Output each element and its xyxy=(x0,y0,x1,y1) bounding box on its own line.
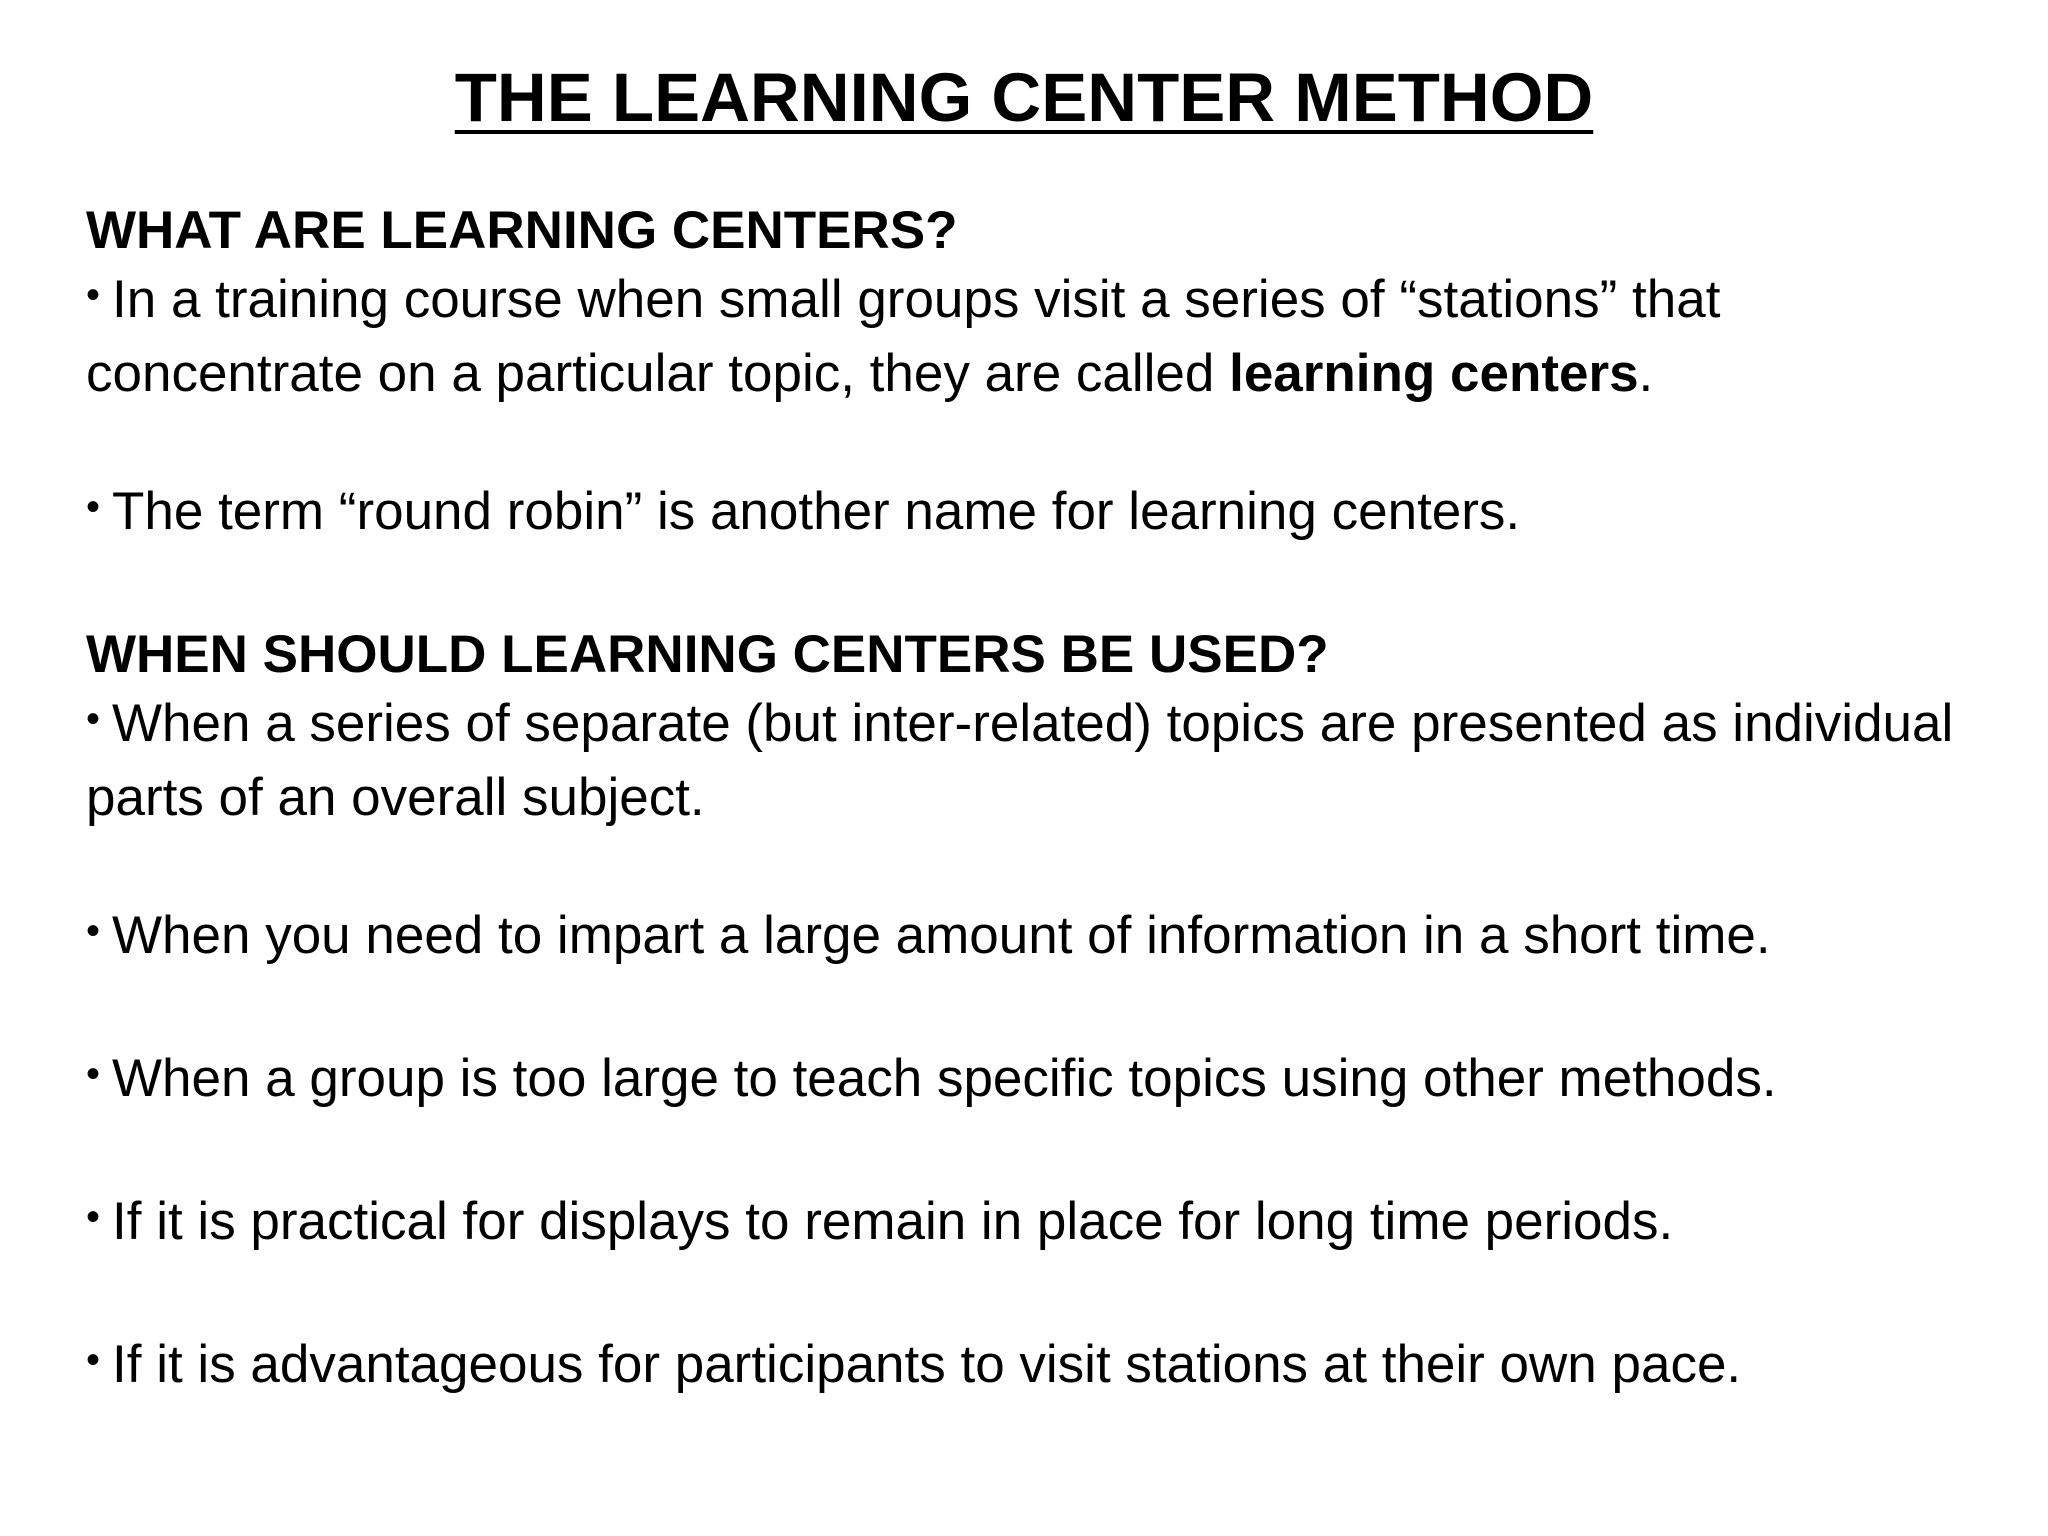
bullet-icon: • xyxy=(86,1195,101,1239)
bullet-icon: • xyxy=(86,1338,101,1382)
section-heading-what: WHAT ARE LEARNING CENTERS? xyxy=(86,201,958,260)
slide-body xyxy=(86,196,1986,1404)
bullet-when-1-text: When a series of separate (but inter-related) topics are presented as individual parts of an overall subject. xyxy=(86,694,1954,827)
bullet-when-3-text: When a group is too large to teach specific topics using other methods. xyxy=(112,1049,1777,1108)
bullet-when-5-text: If it is advantageous for participants to visit stations at their own pace. xyxy=(112,1335,1742,1394)
bullet-icon: • xyxy=(86,1052,101,1096)
bullet-when-4-text: If it is practical for displays to remain in place for long time periods. xyxy=(112,1192,1674,1251)
bullet-definition xyxy=(86,265,1986,408)
section-heading-when: WHEN SHOULD LEARNING CENTERS BE USED? xyxy=(86,625,1329,684)
bullet-definition-end: . xyxy=(1638,344,1654,403)
bullet-when-2 xyxy=(86,901,1986,975)
bullet-round-robin-text: The term “round robin” is another name for learning centers. xyxy=(112,482,1521,541)
spacer xyxy=(86,832,1986,901)
bullet-when-2-text: When you need to impart a large amount of information in a short time. xyxy=(112,906,1771,965)
bullet-when-5 xyxy=(86,1330,1986,1404)
bullet-when-1 xyxy=(86,689,1986,832)
spacer xyxy=(86,1261,1986,1330)
bullet-icon: • xyxy=(86,485,101,529)
bullet-round-robin xyxy=(86,477,1986,551)
spacer xyxy=(86,551,1986,620)
bullet-definition-text: In a training course when small groups visit a series of “stations” that concentrate on a particular topic, they are called xyxy=(86,270,1721,403)
bullet-icon: • xyxy=(86,273,101,317)
bullet-definition-term: learning centers xyxy=(1229,344,1639,403)
spacer xyxy=(86,1118,1986,1187)
bullet-icon: • xyxy=(86,697,101,741)
slide-title: THE LEARNING CENTER METHOD xyxy=(454,59,1594,136)
bullet-when-4 xyxy=(86,1187,1986,1261)
spacer xyxy=(86,408,1986,477)
bullet-when-3 xyxy=(86,1044,1986,1118)
spacer xyxy=(86,975,1986,1044)
bullet-icon: • xyxy=(86,909,101,953)
